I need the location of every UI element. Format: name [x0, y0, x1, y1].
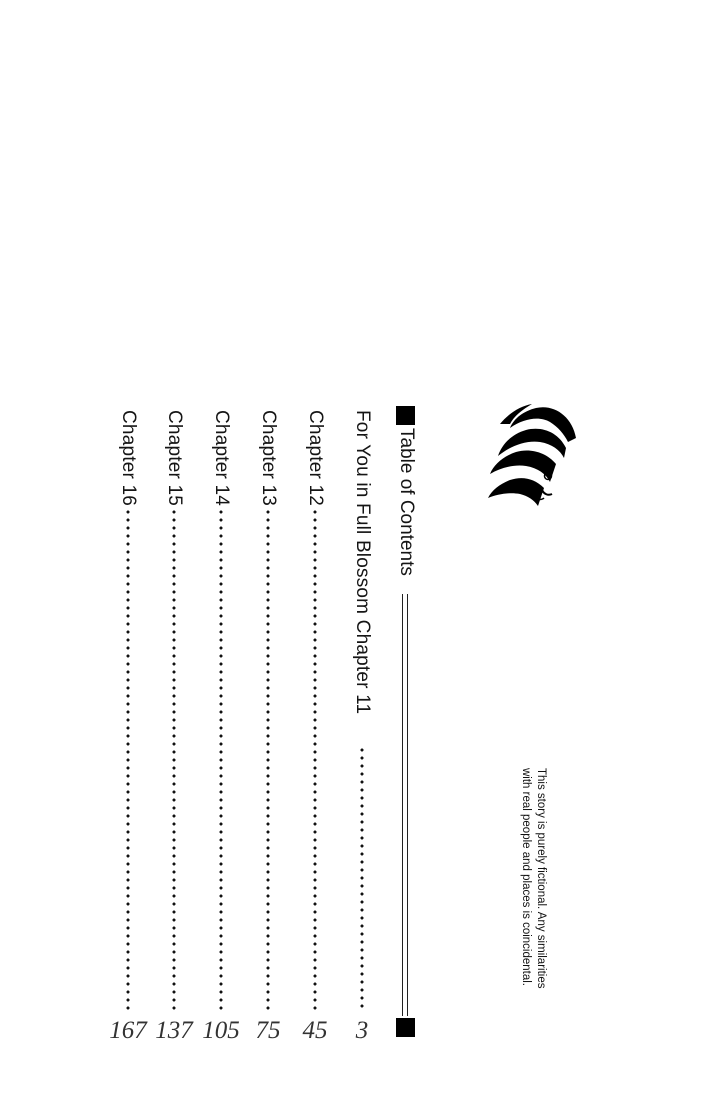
- leader-dots: [172, 508, 176, 1010]
- toc-entry[interactable]: [109, 410, 147, 1044]
- toc-entry-page: 105: [202, 1017, 240, 1044]
- toc-entry[interactable]: [254, 410, 282, 1044]
- header-square-icon: [396, 1018, 415, 1037]
- toc-entry-page: 75: [255, 1017, 281, 1044]
- disclaimer-line-1: This story is purely fictional. Any similarities: [535, 768, 547, 989]
- toc-entry[interactable]: [301, 410, 329, 1044]
- toc-entry-page: 3: [355, 1017, 369, 1044]
- toc-entry-label: Chapter 14: [211, 410, 232, 507]
- toc-entry-page: 137: [155, 1017, 193, 1044]
- leader-dots: [126, 508, 130, 1010]
- disclaimer-text: [518, 768, 548, 988]
- toc-entry-label: Chapter 13: [258, 410, 279, 507]
- toc-entry[interactable]: [155, 410, 193, 1044]
- disclaimer-line-2: with real people and places is coincidental.: [520, 768, 532, 986]
- header-square-icon: [396, 406, 415, 425]
- leader-dots: [313, 508, 317, 1010]
- toc-entry[interactable]: [348, 410, 376, 1044]
- toc-entry-label: For You in Full Blossom Chapter 11: [352, 410, 373, 715]
- header-double-rule: [402, 594, 408, 1016]
- toc-entry-label: Chapter 16: [118, 410, 139, 507]
- toc-entry-page: 45: [302, 1017, 328, 1044]
- leader-dots: [219, 508, 223, 1010]
- toc-title: Table of Contents: [396, 428, 417, 576]
- toc-entry[interactable]: [202, 410, 240, 1044]
- swirl-hair-face-logo-icon: [484, 402, 580, 506]
- leader-dots: [266, 508, 270, 1010]
- leader-dots: [360, 746, 364, 1010]
- toc-entry-label: Chapter 15: [164, 410, 185, 507]
- toc-entry-page: 167: [109, 1017, 147, 1044]
- toc-entry-label: Chapter 12: [305, 410, 326, 507]
- toc-header: [394, 406, 420, 1042]
